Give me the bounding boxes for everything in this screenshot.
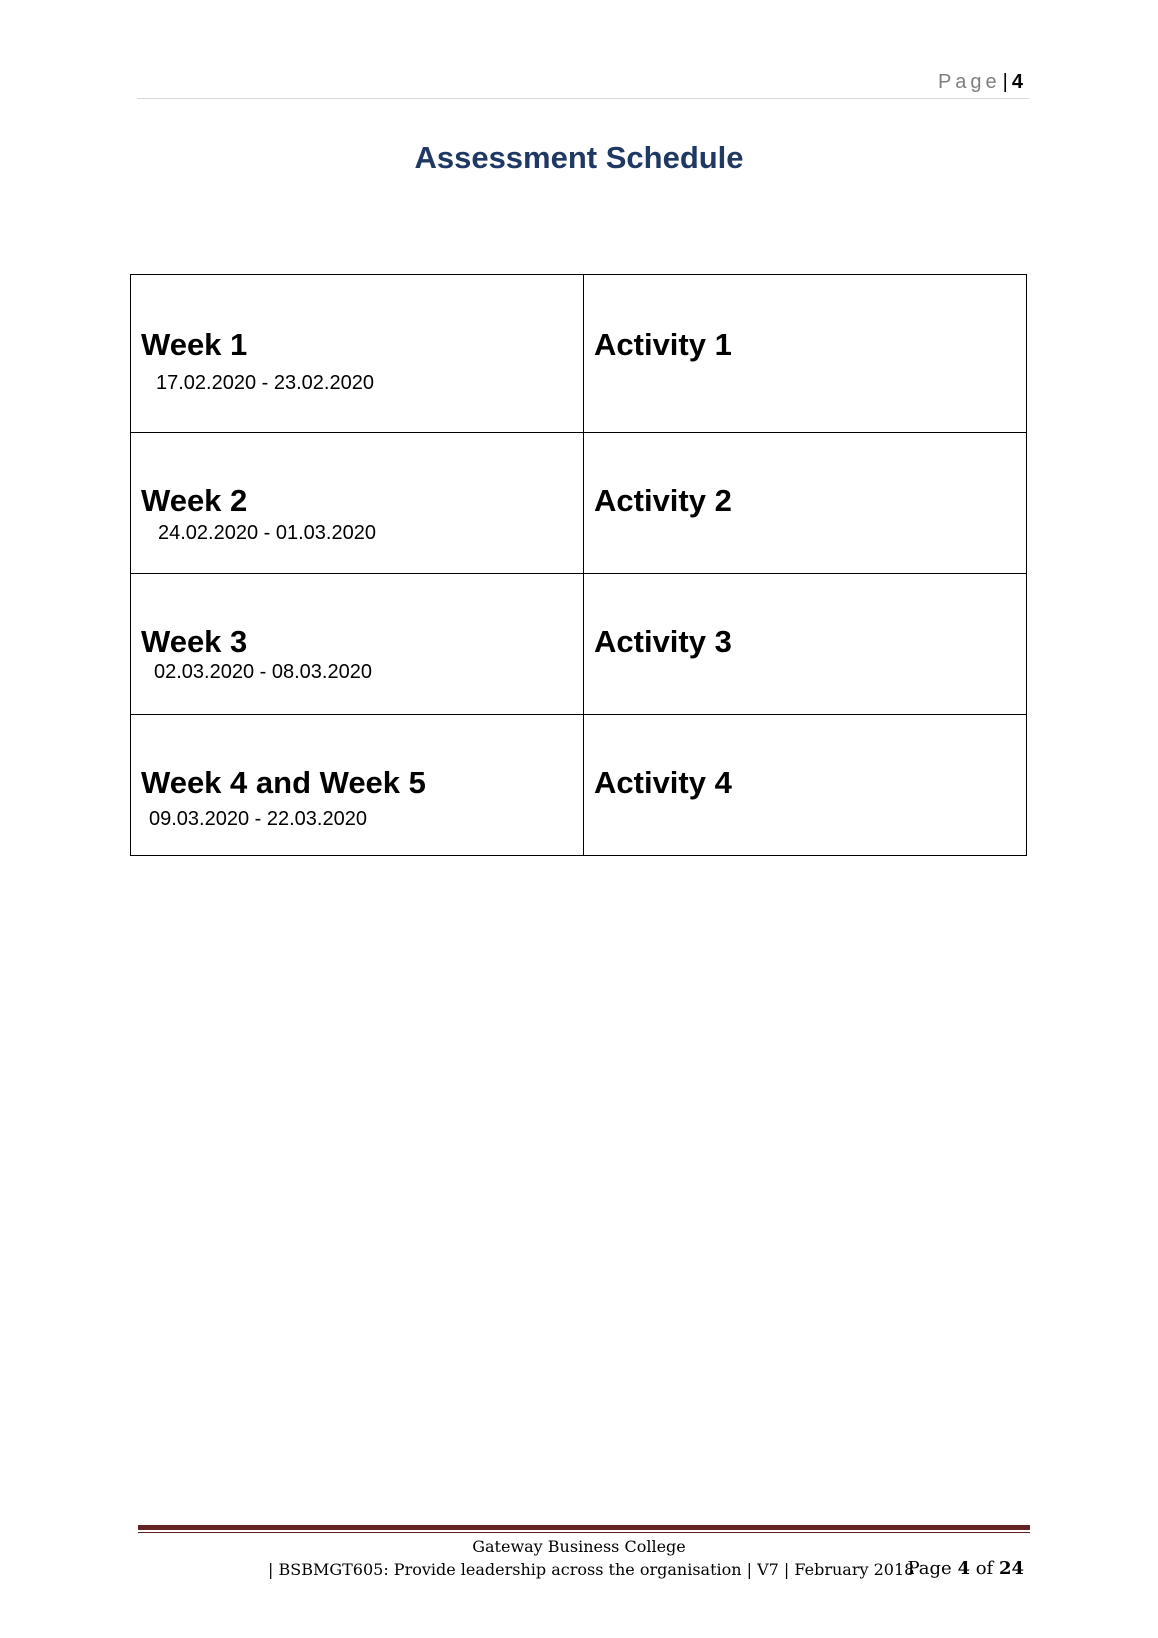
footer-divider-thin: [138, 1532, 1030, 1533]
activity-cell: [584, 275, 1027, 433]
activity-cell: [584, 715, 1027, 856]
footer-page-current: 4: [957, 1558, 970, 1579]
header-page-number: 4: [1011, 71, 1023, 93]
table-row: [131, 715, 1027, 856]
week-label: Week 1: [141, 327, 248, 362]
week-dates: 24.02.2020 - 01.03.2020: [158, 522, 376, 544]
activity-label: Activity 4: [594, 765, 732, 800]
header-separator: |: [1002, 71, 1008, 93]
week-cell: [131, 715, 584, 856]
activity-cell: [584, 574, 1027, 715]
activity-label: Activity 3: [594, 624, 732, 659]
footer-page-of-word: of: [975, 1558, 994, 1579]
week-cell: [131, 574, 584, 715]
footer-page-label: Page: [907, 1558, 952, 1579]
header-page-indicator: [938, 71, 1023, 94]
activity-cell: [584, 433, 1027, 574]
footer-college-name: Gateway Business College: [472, 1537, 686, 1556]
week-label: Week 2: [141, 483, 248, 518]
week-dates: 09.03.2020 - 22.03.2020: [149, 808, 367, 830]
activity-label: Activity 2: [594, 483, 732, 518]
footer-course-line: | BSBMGT605: Provide leadership across the organisation | V7 | February 2018: [268, 1560, 915, 1579]
footer-divider: [138, 1525, 1030, 1533]
page-title: Assessment Schedule: [414, 140, 744, 175]
footer-divider-thick: [138, 1525, 1030, 1530]
week-label: Week 3: [141, 624, 248, 659]
table-row: [131, 574, 1027, 715]
table-row: [131, 275, 1027, 433]
week-dates: 17.02.2020 - 23.02.2020: [156, 372, 374, 394]
week-label: Week 4 and Week 5: [141, 765, 426, 800]
page-header: [137, 64, 1029, 99]
footer-page-total: 24: [998, 1558, 1024, 1579]
header-page-word: Page: [937, 71, 1001, 93]
assessment-schedule-table: [130, 274, 1027, 856]
activity-label: Activity 1: [594, 327, 732, 362]
table-row: [131, 433, 1027, 574]
footer-page-of: [907, 1558, 1024, 1579]
week-dates: 02.03.2020 - 08.03.2020: [154, 661, 372, 683]
week-cell: [131, 275, 584, 433]
week-cell: [131, 433, 584, 574]
